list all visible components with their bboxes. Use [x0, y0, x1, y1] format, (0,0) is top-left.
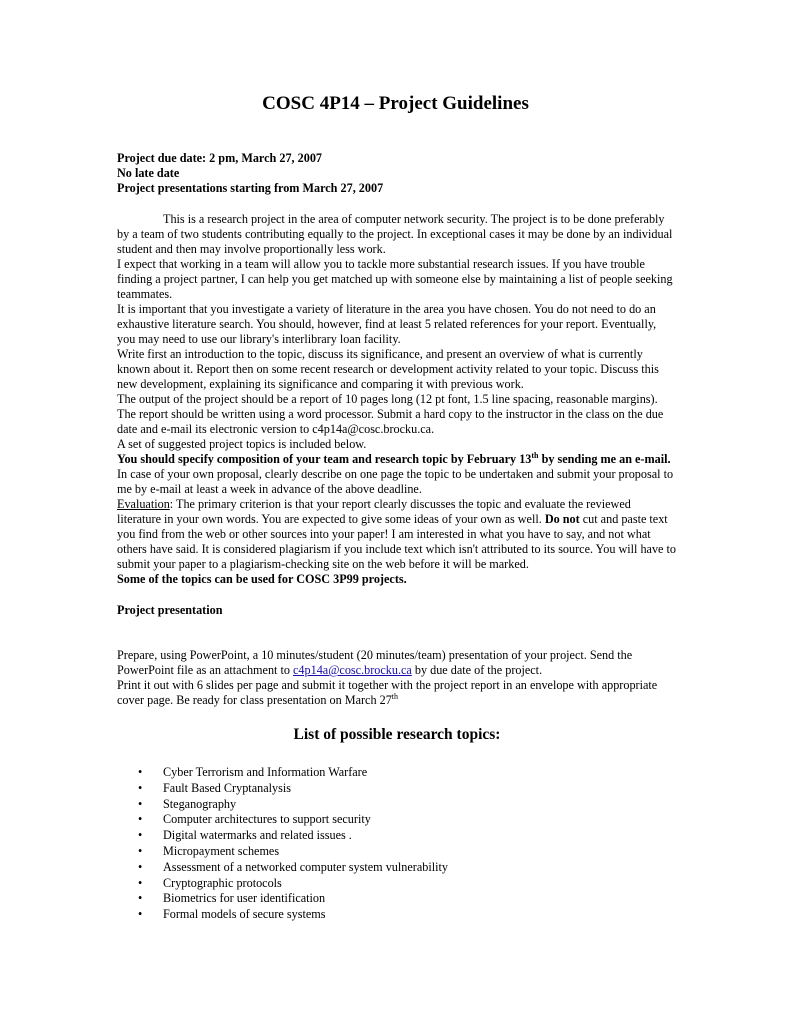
bullet-icon: •	[138, 843, 143, 858]
cosc-3p99-note: Some of the topics can be used for COSC 3P99 projects.	[117, 572, 407, 586]
suggested-topics-paragraph: A set of suggested project topics is included below.	[117, 437, 367, 451]
bullet-icon: •	[138, 891, 143, 906]
late-date-line: No late date	[117, 166, 180, 180]
presentation-text-end: by due date of the project.	[411, 663, 543, 677]
bullet-icon: •	[138, 875, 143, 890]
specify-superscript: th	[531, 450, 539, 460]
list-item: • Steganography	[138, 796, 237, 811]
bullet-icon: •	[138, 765, 143, 779]
list-item: • Assessment of a networked computer system vulnerability	[138, 859, 448, 874]
list-item: • Micropayment schemes	[138, 843, 280, 858]
print-superscript: th	[391, 691, 399, 701]
evaluation-text-end: cut and paste text you find from the web or other sources into your paper! I am interested in what you have to say, and not what others have said. It is considered plagiarism if you include text which isn't attributed to its source. You will have to submit your paper to a plagiarism-checking site on the web before it will be marked.	[117, 512, 676, 571]
bullet-icon: •	[138, 812, 143, 827]
bullet-icon: •	[138, 907, 143, 922]
bullet-icon: •	[138, 796, 143, 811]
intro-paragraph: This is a research project in the area of computer network security. The project is to be done preferably by a team of two students contributing equally to the project. In exceptional cases it may be done by an individual student and then may involve proportionally less work.	[117, 212, 673, 256]
list-item: • Digital watermarks and related issues .	[138, 828, 352, 843]
specify-text: You should specify composition of your team and research topic by February 13	[117, 452, 532, 466]
email-link[interactable]: c4p14a@cosc.brocku.ca	[293, 663, 412, 677]
document-body	[117, 151, 677, 923]
presentation-paragraph	[117, 648, 677, 678]
evaluation-label: Evaluation	[117, 497, 170, 511]
topics-list	[117, 765, 677, 923]
evaluation-text: : The primary criterion is that your report clearly discusses the topic and evaluate the reviewed literature in your own words. You are expected to give some ideas of your own as well.	[117, 497, 631, 526]
proposal-paragraph: In case of your own proposal, clearly describe on one page the topic to be undertaken and submit your proposal to me by e-mail at least a week in advance of the above deadline.	[117, 467, 674, 496]
specify-team-paragraph	[117, 452, 677, 467]
list-item: • Computer architectures to support security	[138, 812, 371, 827]
write-paragraph: Write first an introduction to the topic, discuss its significance, and present an overview of what is currently known about it. Report then on some recent research or development activity related to your topic. Discuss this new development, explaining its significance and comparing it with previous work.	[117, 347, 659, 391]
team-paragraph: I expect that working in a team will allow you to tackle more substantial research issues. If you have trouble finding a project partner, I can help you get matched up with someone else by maintaining a list of people seeking teammates.	[117, 257, 673, 301]
bullet-icon: •	[138, 859, 143, 874]
presentation-text: Prepare, using PowerPoint, a 10 minutes/student (20 minutes/team) presentation of your project. Send the PowerPoint file as an attachment to	[117, 648, 633, 677]
list-item: • Cyber Terrorism and Information Warfare	[138, 765, 368, 779]
due-date-line: Project due date: 2 pm, March 27, 2007	[117, 151, 323, 165]
list-item: • Biometrics for user identification	[138, 891, 326, 906]
presentation-heading: Project presentation	[117, 603, 223, 617]
topics-title: List of possible research topics:	[293, 726, 501, 743]
print-text: Print it out with 6 slides per page and submit it together with the project report in an envelope with appropriate cover page. Be ready for class presentation on March 27	[117, 678, 658, 707]
list-item: • Fault Based Cryptanalysis	[138, 780, 291, 795]
presentations-start-line: Project presentations starting from March 27, 2007	[117, 181, 384, 195]
list-item: • Cryptographic protocols	[138, 875, 282, 890]
output-paragraph: The output of the project should be a report of 10 pages long (12 pt font, 1.5 line spacing, reasonable margins). The report should be written using a word processor. Submit a hard copy to the instructor in the class on the due date and e-mail its electronic version to c4p14a@cosc.brocku.ca.	[117, 392, 664, 436]
list-item: • Formal models of secure systems	[138, 907, 326, 922]
specify-text-end: by sending me an e-mail.	[538, 452, 671, 466]
evaluation-bold: Do not	[544, 512, 580, 526]
bullet-icon: •	[138, 780, 143, 795]
literature-paragraph: It is important that you investigate a variety of literature in the area you have chosen. You do not need to do an exhaustive literature search. You should, however, find at least 5 related references for your report. Eventually, you may need to use our library's interlibrary loan facility.	[117, 302, 657, 346]
bullet-icon: •	[138, 828, 143, 843]
page-title: COSC 4P14 – Project Guidelines	[262, 93, 529, 114]
print-paragraph	[117, 678, 677, 708]
evaluation-paragraph	[117, 497, 677, 572]
